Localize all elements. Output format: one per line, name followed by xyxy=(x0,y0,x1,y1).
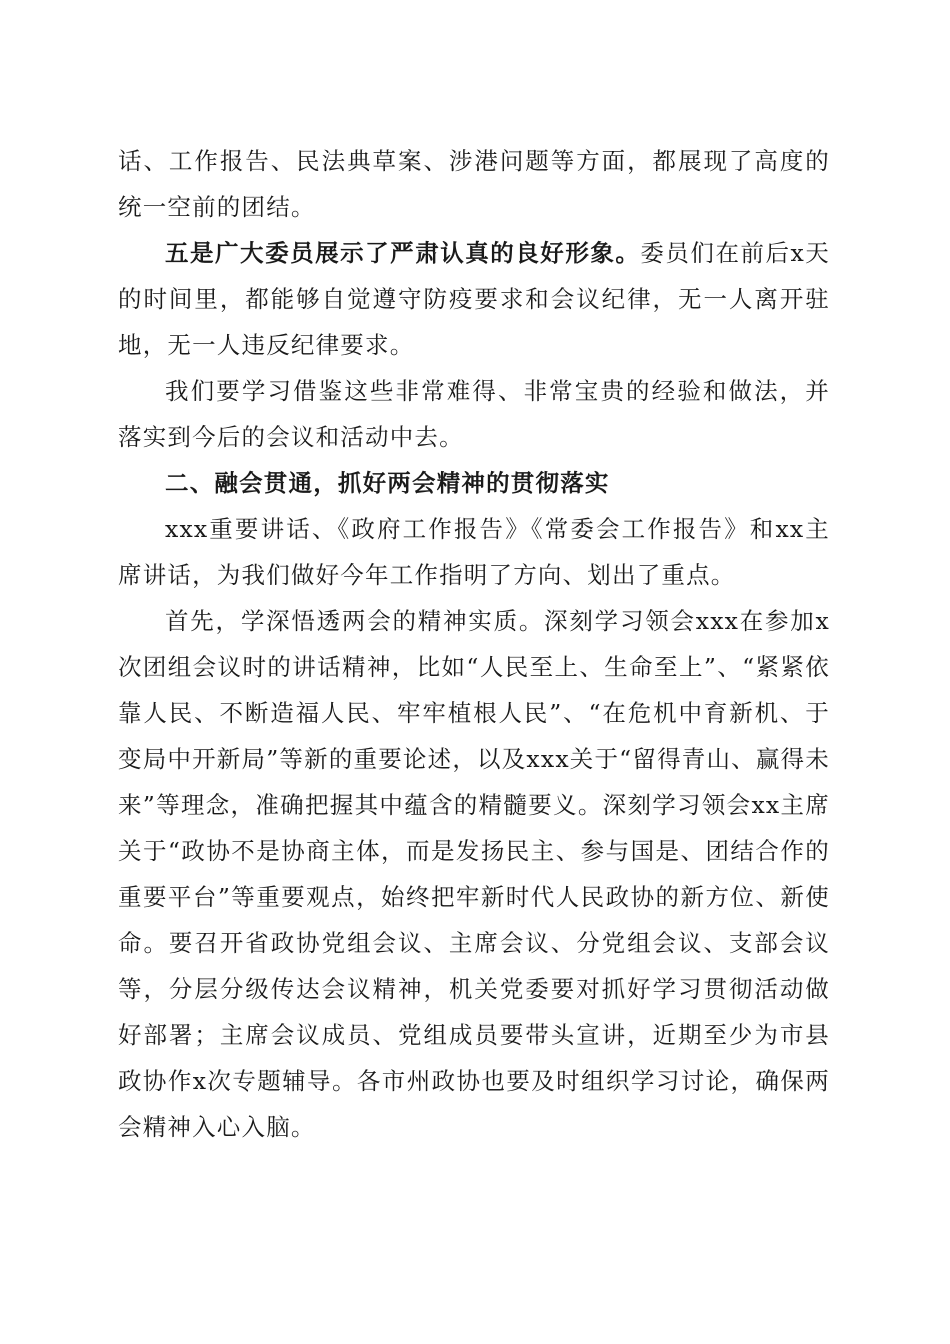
paragraph-continuation: 话、工作报告、民法典草案、涉港问题等方面，都展现了高度的统一空前的团结。 xyxy=(118,147,830,221)
paragraph-point-five xyxy=(118,230,830,368)
point-five-body: 委员们在前后x天的时间里，都能够自觉遵守防疫要求和会议纪律，无一人离开驻地，无一人违反纪律要求。 xyxy=(118,239,830,359)
document-body xyxy=(118,138,830,1150)
section-heading-two: 二、融会贯通，抓好两会精神的贯彻落实 xyxy=(165,469,610,497)
paragraph-important-speech: xxx重要讲话、《政府工作报告》《常委会工作报告》和xx主席讲话，为我们做好今年工作指明了方向、划出了重点。 xyxy=(118,515,830,589)
point-five-lead: 五是广大委员展示了严肃认真的良好形象。 xyxy=(165,239,641,267)
paragraph-learn-experience: 我们要学习借鉴这些非常难得、非常宝贵的经验和做法，并落实到今后的会议和活动中去。 xyxy=(118,377,830,451)
paragraph-first-study: 首先，学深悟透两会的精神实质。深刻学习领会xxx在参加x次团组会议时的讲话精神，比如“人民至上、生命至上”、“紧紧依靠人民、不断造福人民、牢牢植根人民”、“在危机中育新机、于变局中开新局”等新的重要论述，以及xxx关于“留得青山、赢得未来”等理念，准确把握其中蕴含的精髓要义。深刻学习领会xx主席关于“政协不是协商主体，而是发扬民主、参与国是、团结合作的重要平台”等重要观点，始终把牢新时代人民政协的新方位、新使命。要召开省政协党组会议、主席会议、分党组会议、支部会议等，分层分级传达会议精神，机关党委要对抓好学习贯彻活动做好部署；主席会议成员、党组成员要带头宣讲，近期至少为市县政协作x次专题辅导。各市州政协也要及时组织学习讨论，确保两会精神入心入脑。 xyxy=(118,607,830,1141)
